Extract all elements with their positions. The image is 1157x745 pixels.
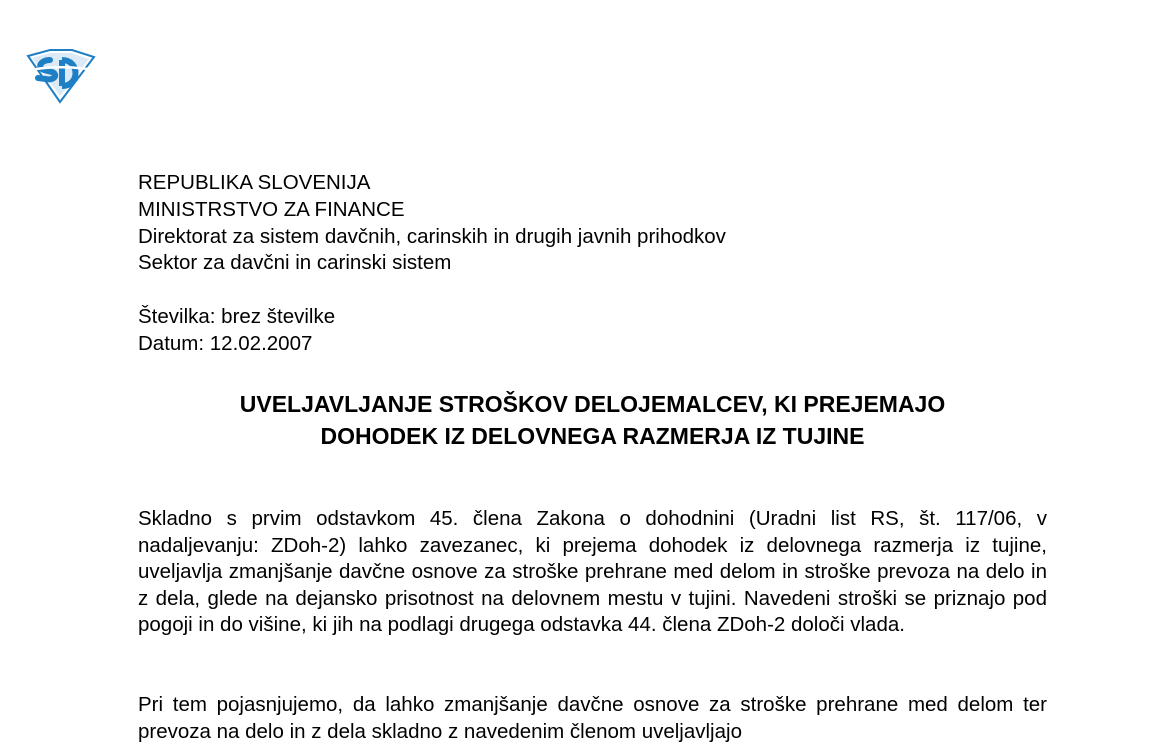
document-meta — [138, 304, 335, 358]
ministry-header — [138, 170, 726, 277]
document-title — [138, 388, 1047, 452]
document-date: Datum: 12.02.2007 — [138, 331, 313, 355]
title-line-1: UVELJAVLJANJE STROŠKOV DELOJEMALCEV, KI PREJEMAJO — [239, 391, 946, 417]
sd-shield-icon — [22, 48, 96, 104]
header-directorate: Direktorat za sistem davčnih, carinskih in drugih javnih prihodkov — [138, 224, 726, 248]
header-ministry: MINISTRSTVO ZA FINANCE — [138, 197, 405, 221]
header-sector: Sektor za davčni in carinski sistem — [138, 251, 452, 275]
title-line-2: DOHODEK IZ DELOVNEGA RAZMERJA IZ TUJINE — [320, 423, 865, 449]
sd-logo — [22, 48, 96, 104]
body-paragraph-2: Pri tem pojasnjujemo, da lahko zmanjšanje davčne osnove za stroške prehrane med delom ter prevoza na delo in z dela skladno z navedenim členom uveljavljajo — [138, 693, 1047, 743]
document-number: Številka: brez številke — [138, 305, 336, 328]
header-country: REPUBLIKA SLOVENIJA — [138, 171, 371, 194]
body-paragraph-1: Skladno s prvim odstavkom 45. člena Zakona o dohodnini (Uradni list RS, št. 117/06, v nadaljevanju: ZDoh-2) lahko zavezanec, ki prejema dohodek iz delovnega razmerja iz tujine, uveljavlja zmanjšanje davčne osnove za stroške prehrane med delom in stroške prevoza na delo in z dela, glede na dejansko prisotnost na delovnem mestu v tujini. Navedeni stroški se priznajo pod pogoji in do višine, ki jih na podlagi drugega odstavka 44. člena ZDoh-2 določi vlada. — [138, 507, 1047, 637]
